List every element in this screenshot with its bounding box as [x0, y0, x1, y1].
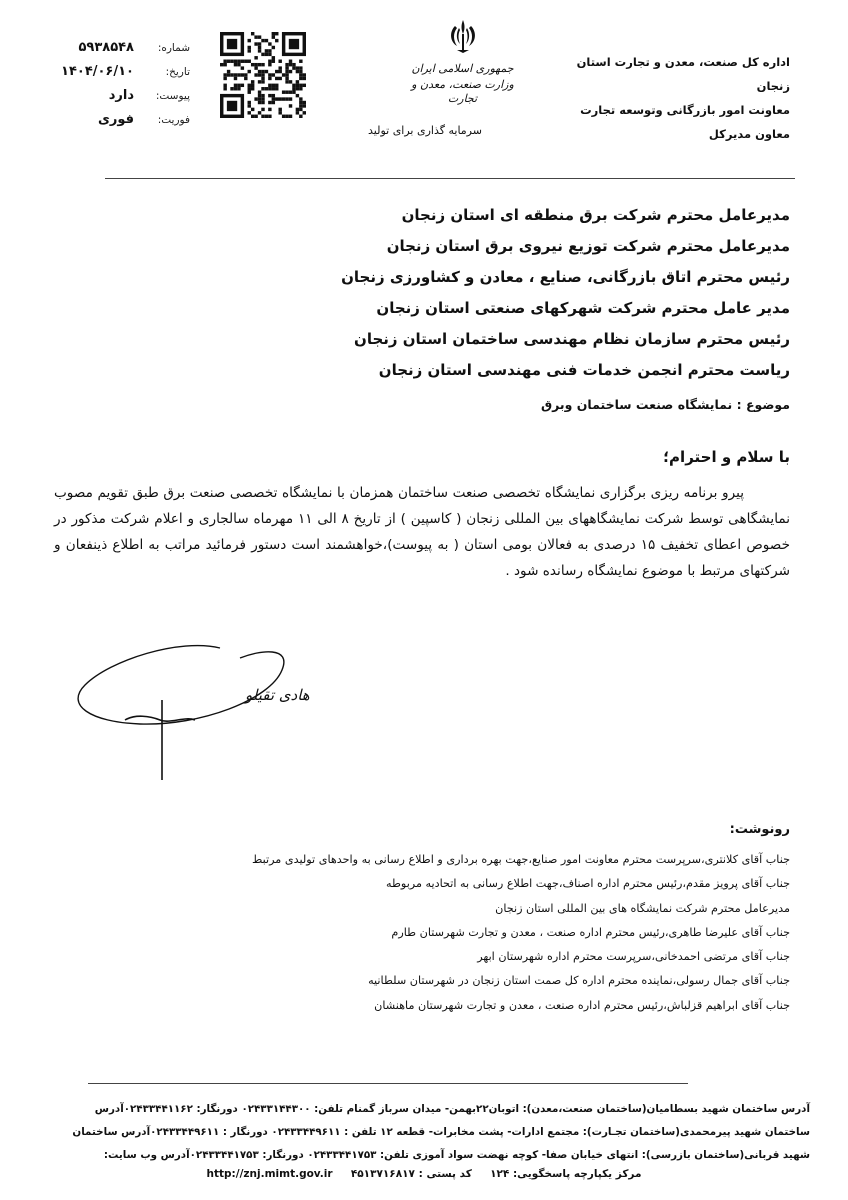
meta-number	[60, 40, 190, 64]
recipient: رئیس محترم اتاق بازرگانی، صنایع ، معادن و کشاورزی زنجان	[341, 268, 790, 286]
greeting: با سلام و احترام؛	[663, 448, 790, 466]
meta-value: ۱۴۰۴/۰۶/۱۰	[61, 64, 134, 79]
meta-urgency	[60, 112, 190, 136]
emblem	[395, 16, 530, 106]
letter-subject: موضوع : نمایشگاه صنعت ساختمان وبرق	[540, 397, 790, 412]
recipient: ریاست محترم انجمن خدمات فنی مهندسی استان زنجان	[378, 361, 790, 379]
meta-value: دارد	[108, 88, 134, 103]
recipient-list	[270, 200, 790, 386]
recipient: مدیرعامل محترم شرکت برق منطقه ای استان زنجان	[401, 206, 790, 224]
callcenter: مرکز یکپارچه پاسخگویی: ۱۲۴	[490, 1168, 642, 1180]
meta-label: فوریت:	[157, 114, 190, 126]
website-link[interactable]: http://znj.mimt.gov.ir	[206, 1168, 333, 1180]
footer-line: آدرس ساختمان شهید بسطامیان(ساختمان صنعت،معدن): اتوبان۲۲بهمن- میدان سرباز گمنام تلفن: ۰۲۴۳۳۱۴۴۳۰۰ دورنگار: ۰۲۴۳۳۴۴۱۱۶۲آدرس	[94, 1103, 810, 1115]
meta-label: شماره:	[157, 42, 190, 54]
header-divider	[105, 178, 795, 179]
qr-code-icon	[220, 32, 306, 118]
organization-header	[540, 50, 790, 146]
signature-name: هادی تقیلو	[245, 686, 310, 704]
signature	[70, 640, 310, 790]
footer-line: ساختمان شهید پیرمحمدی(ساختمان تجـارت): مجتمع ادارات- پشت مخابرات- قطعه ۱۲ تلفن : ۰۲۴۳۳۴۴۹۶۱۱ دورنگار : ۰۲۴۳۳۴۴۹۶۱۱آدرس ساختمان	[72, 1126, 810, 1138]
org-line: معاونت امور بازرگانی وتوسعه تجارت	[580, 103, 790, 117]
meta-date	[60, 64, 190, 88]
org-line: معاون مدیرکل	[708, 127, 790, 141]
meta-label: پیوست:	[155, 90, 190, 102]
meta-attachment	[60, 88, 190, 112]
cc-item: جناب آقای پرویز مقدم،رئیس محترم اداره اصناف،جهت اطلاع رسانی به اتحادیه مربوطه	[386, 877, 790, 891]
cc-item: جناب آقای علیرضا طاهری،رئیس محترم اداره صنعت ، معدن و تجارت شهرستان طارم	[391, 925, 790, 939]
emblem-script-2: وزارت صنعت، معدن و تجارت	[411, 78, 514, 105]
body-paragraph: پیرو برنامه ریزی برگزاری نمایشگاه تخصصی صنعت ساختمان همزمان با نمایشگاه تخصصی صنعت برق طبق تقویم مصوب نمایشگاهی توسط شرکت نمایشگاههای بین المللی زنجان ( کاسپین ) از تاریخ ۸ الی ۱۱ مهرماه سالجاری و اعلام شرکت مذکور در خصوص اعطای تخفیف ۱۵ درصدی به فعالان بومی استان ( به پیوست)،خواهشمند است دستور فرمائید مراتب به اطلاع ذینفعان و شرکتهای مرتبط با موضوع نمایشگاه رسانده شود .	[54, 485, 790, 579]
cc-item: جناب آقای کلانتری،سرپرست محترم معاونت امور صنایع،جهت بهره برداری و اطلاع رسانی به واحدهای تولیدی مرتبط	[252, 853, 790, 866]
meta-label: تاریخ:	[165, 66, 190, 78]
cc-item: جناب آقای ابراهیم قزلباش،رئیس محترم اداره صنعت ، معدن و تجارت شهرستان ماهنشان	[374, 998, 790, 1012]
cc-list	[90, 848, 790, 1018]
recipient: مدیرعامل محترم شرکت توزیع نیروی برق استان زنجان	[386, 237, 790, 255]
letter-meta	[60, 40, 190, 136]
meta-value: فوری	[97, 112, 134, 127]
slogan: سرمایه گذاری برای تولید	[368, 124, 482, 137]
recipient: رئیس محترم سازمان نظام مهندسی ساختمان استان زنجان	[354, 330, 790, 348]
footer-address	[30, 1098, 810, 1167]
meta-value: ۵۹۳۸۵۴۸	[78, 40, 134, 55]
recipient: مدیر عامل محترم شرکت شهرکهای صنعتی استان زنجان	[376, 299, 790, 317]
cc-item: مدیرعامل محترم شرکت نمایشگاه های بین المللی استان زنجان	[495, 901, 790, 915]
footer-contact	[0, 1168, 848, 1180]
footer-divider	[88, 1083, 688, 1084]
cc-item: جناب آقای جمال رسولی،نماینده محترم اداره کل صمت استان زنجان در شهرستان سلطانیه	[368, 974, 790, 988]
postal-code: کد پستی : ۴۵۱۳۷۱۶۸۱۷	[350, 1168, 472, 1180]
letter-body	[54, 480, 790, 584]
emblem-script-1: جمهوری اسلامی ایران	[411, 62, 514, 75]
iran-emblem-icon	[443, 16, 483, 56]
org-line: اداره کل صنعت، معدن و تجارت استان زنجان	[576, 55, 790, 93]
footer-line: شهید قربانی(ساختمان بازرسی): انتهای خیابان صفا- کوچه نهضت سواد آموزی تلفن: ۰۲۴۳۳۴۴۱۷۵۳ دورنگار: ۰۲۴۳۳۴۴۱۷۵۳آدرس وب سایت:	[103, 1149, 810, 1161]
cc-title: رونوشت:	[729, 822, 790, 837]
cc-item: جناب آقای مرتضی احمدخانی،سرپرست محترم اداره شهرستان ابهر	[477, 950, 790, 964]
